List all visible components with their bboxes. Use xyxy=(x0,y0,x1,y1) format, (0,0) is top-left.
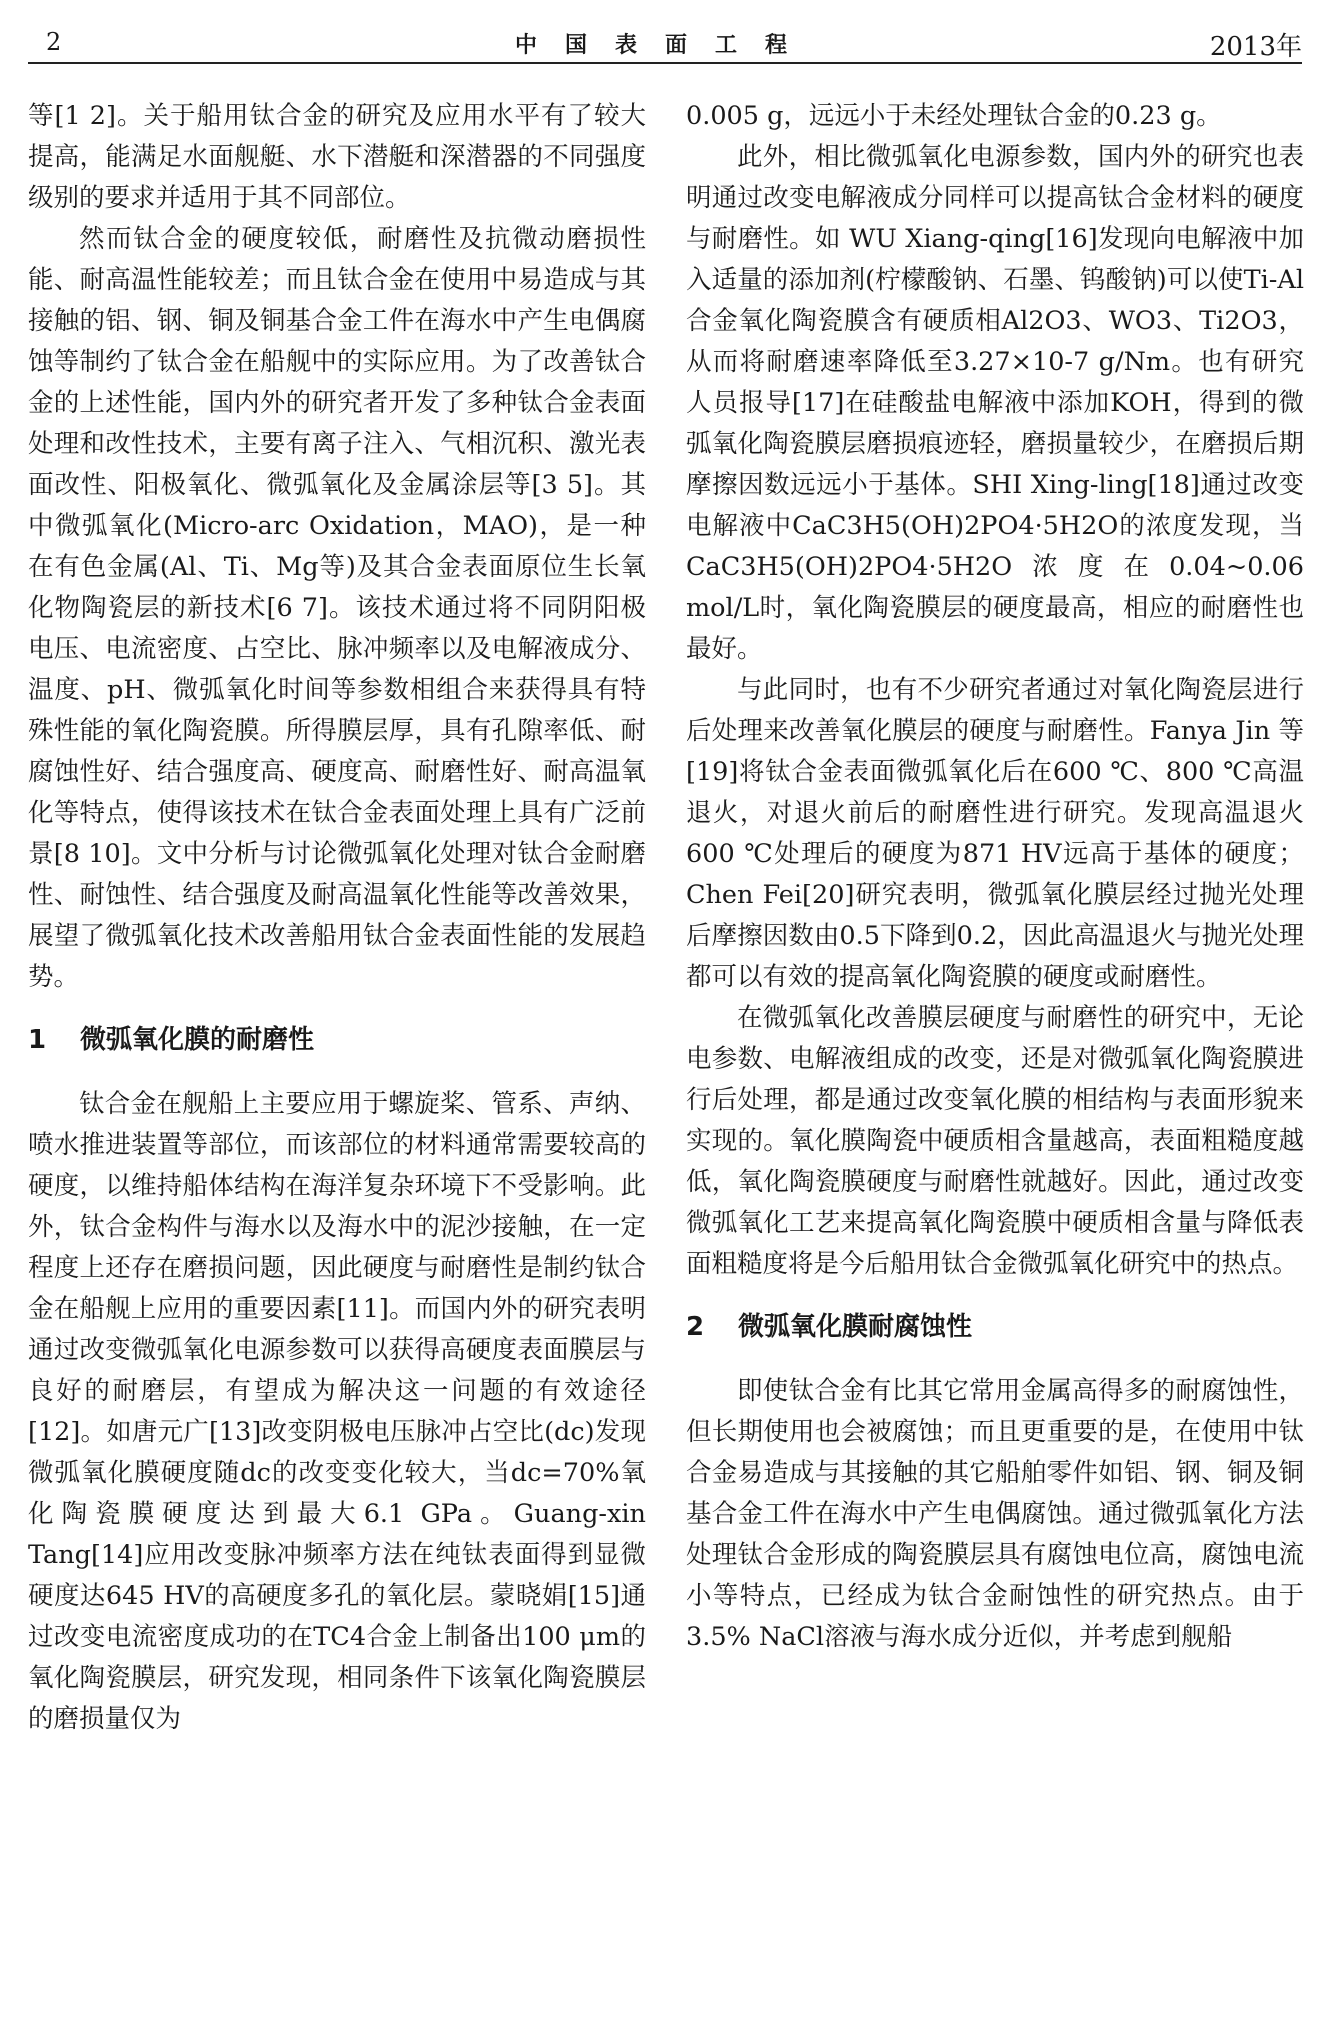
paragraph: 在微弧氧化改善膜层硬度与耐磨性的研究中，无论电参数、电解液组成的改变，还是对微弧氧化陶瓷膜进行后处理，都是通过改变氧化膜的相结构与表面形貌来实现的。氧化膜陶瓷中硬质相含量越高，表面粗糙度越低，氧化陶瓷膜硬度与耐磨性就越好。因此，通过改变微弧氧化工艺来提高氧化陶瓷膜中硬质相含量与降低表面粗糙度将是今后船用钛合金微弧氧化研究中的热点。 xyxy=(686,1003,1304,1279)
left-column xyxy=(28,96,646,1740)
publication-year: 2013年 xyxy=(1209,32,1302,62)
paragraph: 此外，相比微弧氧化电源参数，国内外的研究也表明通过改变电解液成分同样可以提高钛合金材料的硬度与耐磨性。如 WU Xiang-qing[16]发现向电解液中加入适量的添加剂(柠檬酸钠、石墨、钨酸钠)可以使Ti-Al合金氧化陶瓷膜含有硬质相Al2O3、WO3、Ti2O3，从而将耐磨速率降低至3.27×10-7 g/Nm。也有研究人员报导[17]在硅酸盐电解液中添加KOH，得到的微弧氧化陶瓷膜层磨损痕迹轻，磨损量较少，在磨损后期摩擦因数远远小于基体。SHI Xing-ling[18]通过改变电解液中CaC3H5(OH)2PO4·5H2O的浓度发现，当CaC3H5(OH)2PO4·5H2O浓度在0.04~0.06 mol/L时，氧化陶瓷膜层的硬度最高，相应的耐磨性也最好。 xyxy=(686,142,1304,664)
section-number: 1 xyxy=(28,1025,47,1055)
paragraph: 与此同时，也有不少研究者通过对氧化陶瓷层进行后处理来改善氧化膜层的硬度与耐磨性。Fanya Jin 等[19]将钛合金表面微弧氧化后在600 ℃、800 ℃高温退火，对退火前后的耐磨性进行研究。发现高温退火600 ℃处理后的硬度为871 HV远高于基体的硬度；Chen Fei[20]研究表明，微弧氧化膜层经过抛光处理后摩擦因数由0.5下降到0.2，因此高温退火与抛光处理都可以有效的提高氧化陶瓷膜的硬度或耐磨性。 xyxy=(686,675,1304,992)
section-heading-1 xyxy=(28,1020,646,1060)
paragraph: 钛合金在舰船上主要应用于螺旋桨、管系、声纳、喷水推进装置等部位，而该部位的材料通常需要较高的硬度，以维持船体结构在海洋复杂环境下不受影响。此外，钛合金构件与海水以及海水中的泥沙接触，在一定程度上还存在磨损问题，因此硬度与耐磨性是制约钛合金在船舰上应用的重要因素[11]。而国内外的研究表明通过改变微弧氧化电源参数可以获得高硬度表面膜层与良好的耐磨层，有望成为解决这一问题的有效途径[12]。如唐元广[13]改变阴极电压脉冲占空比(dc)发现微弧氧化膜硬度随dc的改变变化较大，当dc=70%氧化陶瓷膜硬度达到最大6.1 GPa。Guang-xin Tang[14]应用改变脉冲频率方法在纯钛表面得到显微硬度达645 HV的高硬度多孔的氧化层。蒙晓娟[15]通过改变电流密度成功的在TC4合金上制备出100 μm的氧化陶瓷膜层，研究发现，相同条件下该氧化陶瓷膜层的磨损量仅为 xyxy=(28,1089,646,1734)
paragraph: 即使钛合金有比其它常用金属高得多的耐腐蚀性，但长期使用也会被腐蚀；而且更重要的是，在使用中钛合金易造成与其接触的其它船舶零件如铝、钢、铜及铜基合金工件在海水中产生电偶腐蚀。通过微弧氧化方法处理钛合金形成的陶瓷膜层具有腐蚀电位高，腐蚀电流小等特点，已经成为钛合金耐蚀性的研究热点。由于3.5% NaCl溶液与海水成分近似，并考虑到舰船 xyxy=(686,1376,1304,1652)
page-number: 2 xyxy=(46,28,62,56)
paragraph: 0.005 g，远远小于未经处理钛合金的0.23 g。 xyxy=(686,101,1222,131)
section-title: 微弧氧化膜的耐磨性 xyxy=(80,1025,315,1055)
right-column xyxy=(686,96,1304,1658)
paragraph: 等[1 2]。关于船用钛合金的研究及应用水平有了较大提高，能满足水面舰艇、水下潜艇和深潜器的不同强度级别的要求并适用于其不同部位。 xyxy=(28,101,646,213)
paragraph: 然而钛合金的硬度较低，耐磨性及抗微动磨损性能、耐高温性能较差；而且钛合金在使用中易造成与其接触的铝、钢、铜及铜基合金工件在海水中产生电偶腐蚀等制约了钛合金在船舰中的实际应用。为了改善钛合金的上述性能，国内外的研究者开发了多种钛合金表面处理和改性技术，主要有离子注入、气相沉积、激光表面改性、阳极氧化、微弧氧化及金属涂层等[3 5]。其中微弧氧化(Micro-arc Oxidation，MAO)，是一种在有色金属(Al、Ti、Mg等)及其合金表面原位生长氧化物陶瓷层的新技术[6 7]。该技术通过将不同阴阳极电压、电流密度、占空比、脉冲频率以及电解液成分、温度、pH、微弧氧化时间等参数相组合来获得具有特殊性能的氧化陶瓷膜。所得膜层厚，具有孔隙率低、耐腐蚀性好、结合强度高、硬度高、耐磨性好、耐高温氧化等特点，使得该技术在钛合金表面处理上具有广泛前景[8 10]。文中分析与讨论微弧氧化处理对钛合金耐磨性、耐蚀性、结合强度及耐高温氧化性能等改善效果，展望了微弧氧化技术改善船用钛合金表面性能的发展趋势。 xyxy=(28,224,646,992)
section-number: 2 xyxy=(686,1312,705,1342)
journal-title: 中国表面工程 xyxy=(514,32,815,58)
section-title: 微弧氧化膜耐腐蚀性 xyxy=(738,1312,973,1342)
page-header xyxy=(28,22,1302,64)
section-heading-2 xyxy=(686,1307,1304,1347)
